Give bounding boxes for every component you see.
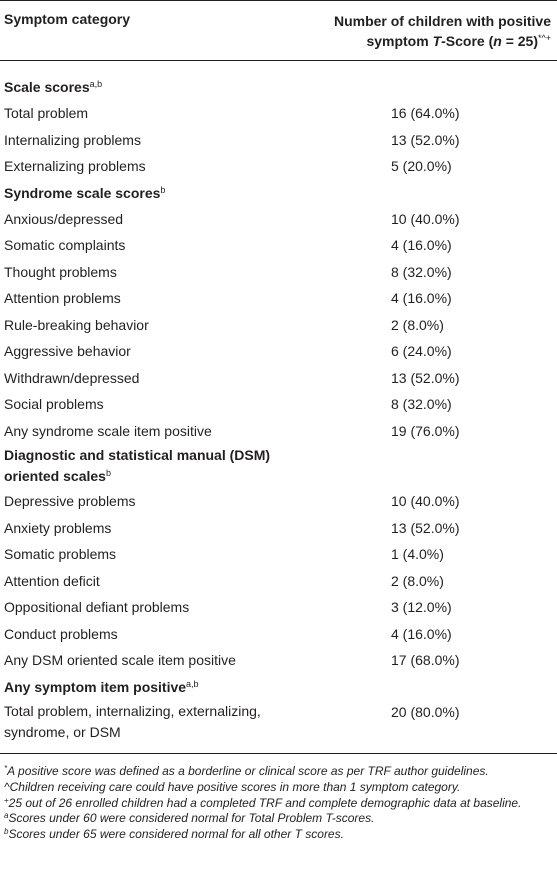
footnote-text: A positive score was defined as a borderline or clinical score as per TRF author guidelines. [7,764,489,778]
table-row [0,621,557,648]
symptom-category-cell: Attention problems [4,290,121,306]
table-row [0,100,557,127]
table-row [0,127,557,154]
footnote [4,827,552,843]
table-row [0,206,557,233]
table-row [0,259,557,286]
section-label: Scale scores$^{a,b}$ [4,79,103,95]
table-row [0,541,557,568]
count-cell: 17 (68.0%) [391,652,460,668]
count-cell: 13 (52.0%) [391,131,460,148]
symptom-category-cell: Withdrawn/depressed [4,369,140,386]
count-cell: 13 (52.0%) [391,369,460,386]
table-row [0,515,557,542]
count-cell: 2 (8.0%) [391,316,444,333]
count-cell: 4 (16.0%) [391,237,452,253]
count-cell: 16 (64.0%) [391,105,460,121]
count-cell: 6 (24.0%) [391,343,452,359]
symptom-category-cell: Somatic problems [4,546,117,562]
header-text-prefix: symptom [366,33,433,49]
header-superscript: *^+ [538,33,551,43]
count-cell: 3 (12.0%) [391,599,452,615]
section-label: Diagnostic and statistical manual (DSM) oriented scales$^b$ [4,447,271,484]
table-body [0,74,557,744]
section-header-row [0,674,557,700]
symptom-category-cell: Anxious/depressed [4,210,124,227]
table-row [0,391,557,418]
column-header-count [280,11,551,51]
table-row [0,365,557,392]
count-cell: 1 (4.0%) [391,546,444,562]
footnote-text: Scores under 65 were considered normal for all other T scores. [8,827,344,842]
section-label: Syndrome scale scores$^b$ [4,184,166,201]
section-superscript: a,b [186,678,199,689]
footnote-mark: * [4,764,8,773]
table-row [0,594,557,621]
symptom-category-cell: Rule-breaking behavior [4,316,149,333]
header-rule [0,60,557,61]
symptom-category-cell: Total problem [4,105,89,121]
count-cell: 20 (80.0%) [391,703,460,720]
symptom-category-cell: Oppositional defiant problems [4,599,190,615]
footnote-text: Scores under 60 were considered normal for Total Problem T-scores. [8,811,375,826]
symptom-category-cell: Anxiety problems [4,519,112,536]
footnotes [4,764,552,843]
count-cell: 8 (32.0%) [391,396,452,412]
column-header-line-2 [280,31,551,51]
table-row [0,312,557,339]
footnote [4,811,552,827]
column-header-line-1: Number of children with positive [333,13,551,29]
footnote-mark: a [4,811,9,821]
section-header-row [0,74,557,100]
table-row [0,647,557,674]
footnote [4,764,552,780]
table-row [0,700,557,744]
footnote [4,780,552,796]
section-superscript: a,b [89,79,103,89]
section-label: Any symptom item positive$^{a,b}$ [4,678,199,695]
symptom-category-cell: Thought problems [4,263,117,280]
section-superscript: b [160,184,166,195]
symptom-category-cell: Conduct problems [4,625,118,642]
count-cell: 4 (16.0%) [391,625,452,642]
table-row [0,285,557,312]
table-row [0,153,557,180]
table-row [0,338,557,365]
footnote-text: 25 out of 26 enrolled children had a completed TRF and complete demographic data at baseline. [8,795,522,810]
symptom-category-cell: Externalizing problems [4,158,146,174]
count-cell: 8 (32.0%) [391,263,452,280]
footnote-text: ^Children receiving care could have positive scores in more than 1 symptom category. [4,779,461,794]
symptom-category-cell: Internalizing problems [4,131,141,148]
count-cell: 10 (40.0%) [391,210,460,227]
table-row [0,232,557,259]
count-cell: 5 (20.0%) [391,158,452,174]
symptom-category-cell: Attention deficit [4,572,100,589]
top-rule [0,0,557,1]
header-text-mid: -Score ( [441,33,494,49]
symptom-category-cell: Depressive problems [4,493,136,509]
symptom-category-cell: Any syndrome scale item positive [4,422,212,439]
section-superscript: b [105,468,111,478]
table-row [0,418,557,445]
symptom-category-cell: Total problem, internalizing, externalizing, syndrome, or DSM [4,702,261,740]
column-header-symptom-category: Symptom category [4,11,131,27]
symptom-category-cell: Somatic complaints [4,237,126,253]
count-cell: 13 (52.0%) [391,519,460,536]
count-cell: 2 (8.0%) [391,572,444,589]
section-header-row [0,444,557,488]
header-text-suffix: = 25) [501,33,539,49]
count-cell: 19 (76.0%) [391,422,460,439]
header-n-italic: n [493,33,502,49]
symptom-category-cell: Any DSM oriented scale item positive [4,652,236,668]
count-cell: 10 (40.0%) [391,493,460,509]
count-cell: 4 (16.0%) [391,290,452,306]
footnote-mark: + [4,795,9,805]
table-row [0,568,557,595]
table-row [0,488,557,515]
footnote-mark: b [4,827,9,837]
header-t-italic: T [432,33,442,49]
symptom-category-cell: Aggressive behavior [4,343,131,359]
footnote [4,796,552,812]
section-header-row [0,180,557,206]
bottom-rule [0,753,557,754]
symptom-category-cell: Social problems [4,396,104,412]
